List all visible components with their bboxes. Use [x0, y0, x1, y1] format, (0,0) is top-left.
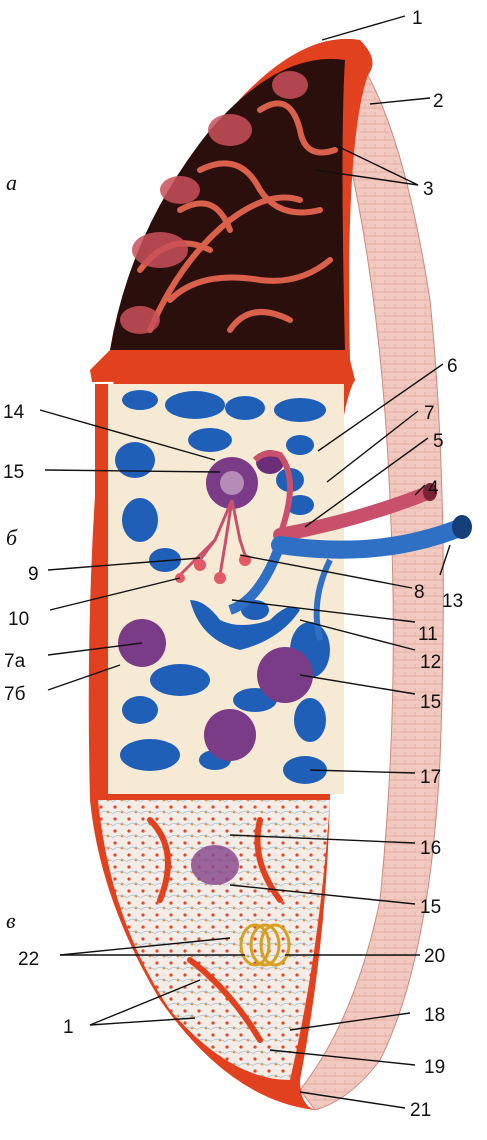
label-18: 18 — [424, 1005, 446, 1026]
label-9: 9 — [28, 564, 39, 585]
label-3: 3 — [423, 179, 434, 200]
label-15-mid: 15 — [420, 692, 442, 713]
label-14: 14 — [3, 402, 25, 423]
red-pulp-section-a — [110, 59, 345, 350]
label-12: 12 — [420, 652, 442, 673]
label-11: 11 — [418, 624, 438, 645]
label-7b: 7б — [4, 684, 26, 705]
label-7a: 7а — [4, 651, 26, 672]
label-1: 1 — [412, 8, 423, 29]
label-15-low: 15 — [420, 897, 442, 918]
section-label-c: в — [6, 908, 16, 933]
label-4: 4 — [428, 478, 439, 499]
label-16: 16 — [420, 838, 442, 859]
label-17: 17 — [420, 767, 442, 788]
label-10: 10 — [8, 609, 30, 630]
label-22: 22 — [18, 949, 40, 970]
follicle-section-c — [191, 845, 239, 885]
label-19: 19 — [424, 1057, 446, 1078]
section-label-a: а — [6, 170, 17, 195]
label-21: 21 — [410, 1100, 432, 1121]
follicle-15b — [257, 647, 313, 703]
label-1-lower: 1 — [63, 1017, 74, 1038]
label-5: 5 — [433, 431, 444, 452]
label-7: 7 — [424, 403, 435, 424]
label-13: 13 — [442, 591, 464, 612]
follicle-lower — [204, 709, 256, 761]
label-6: 6 — [447, 356, 458, 377]
label-20: 20 — [424, 946, 446, 967]
label-15-top: 15 — [3, 462, 25, 483]
label-2: 2 — [433, 91, 444, 112]
label-8: 8 — [414, 582, 425, 603]
section-label-b: б — [6, 525, 18, 550]
